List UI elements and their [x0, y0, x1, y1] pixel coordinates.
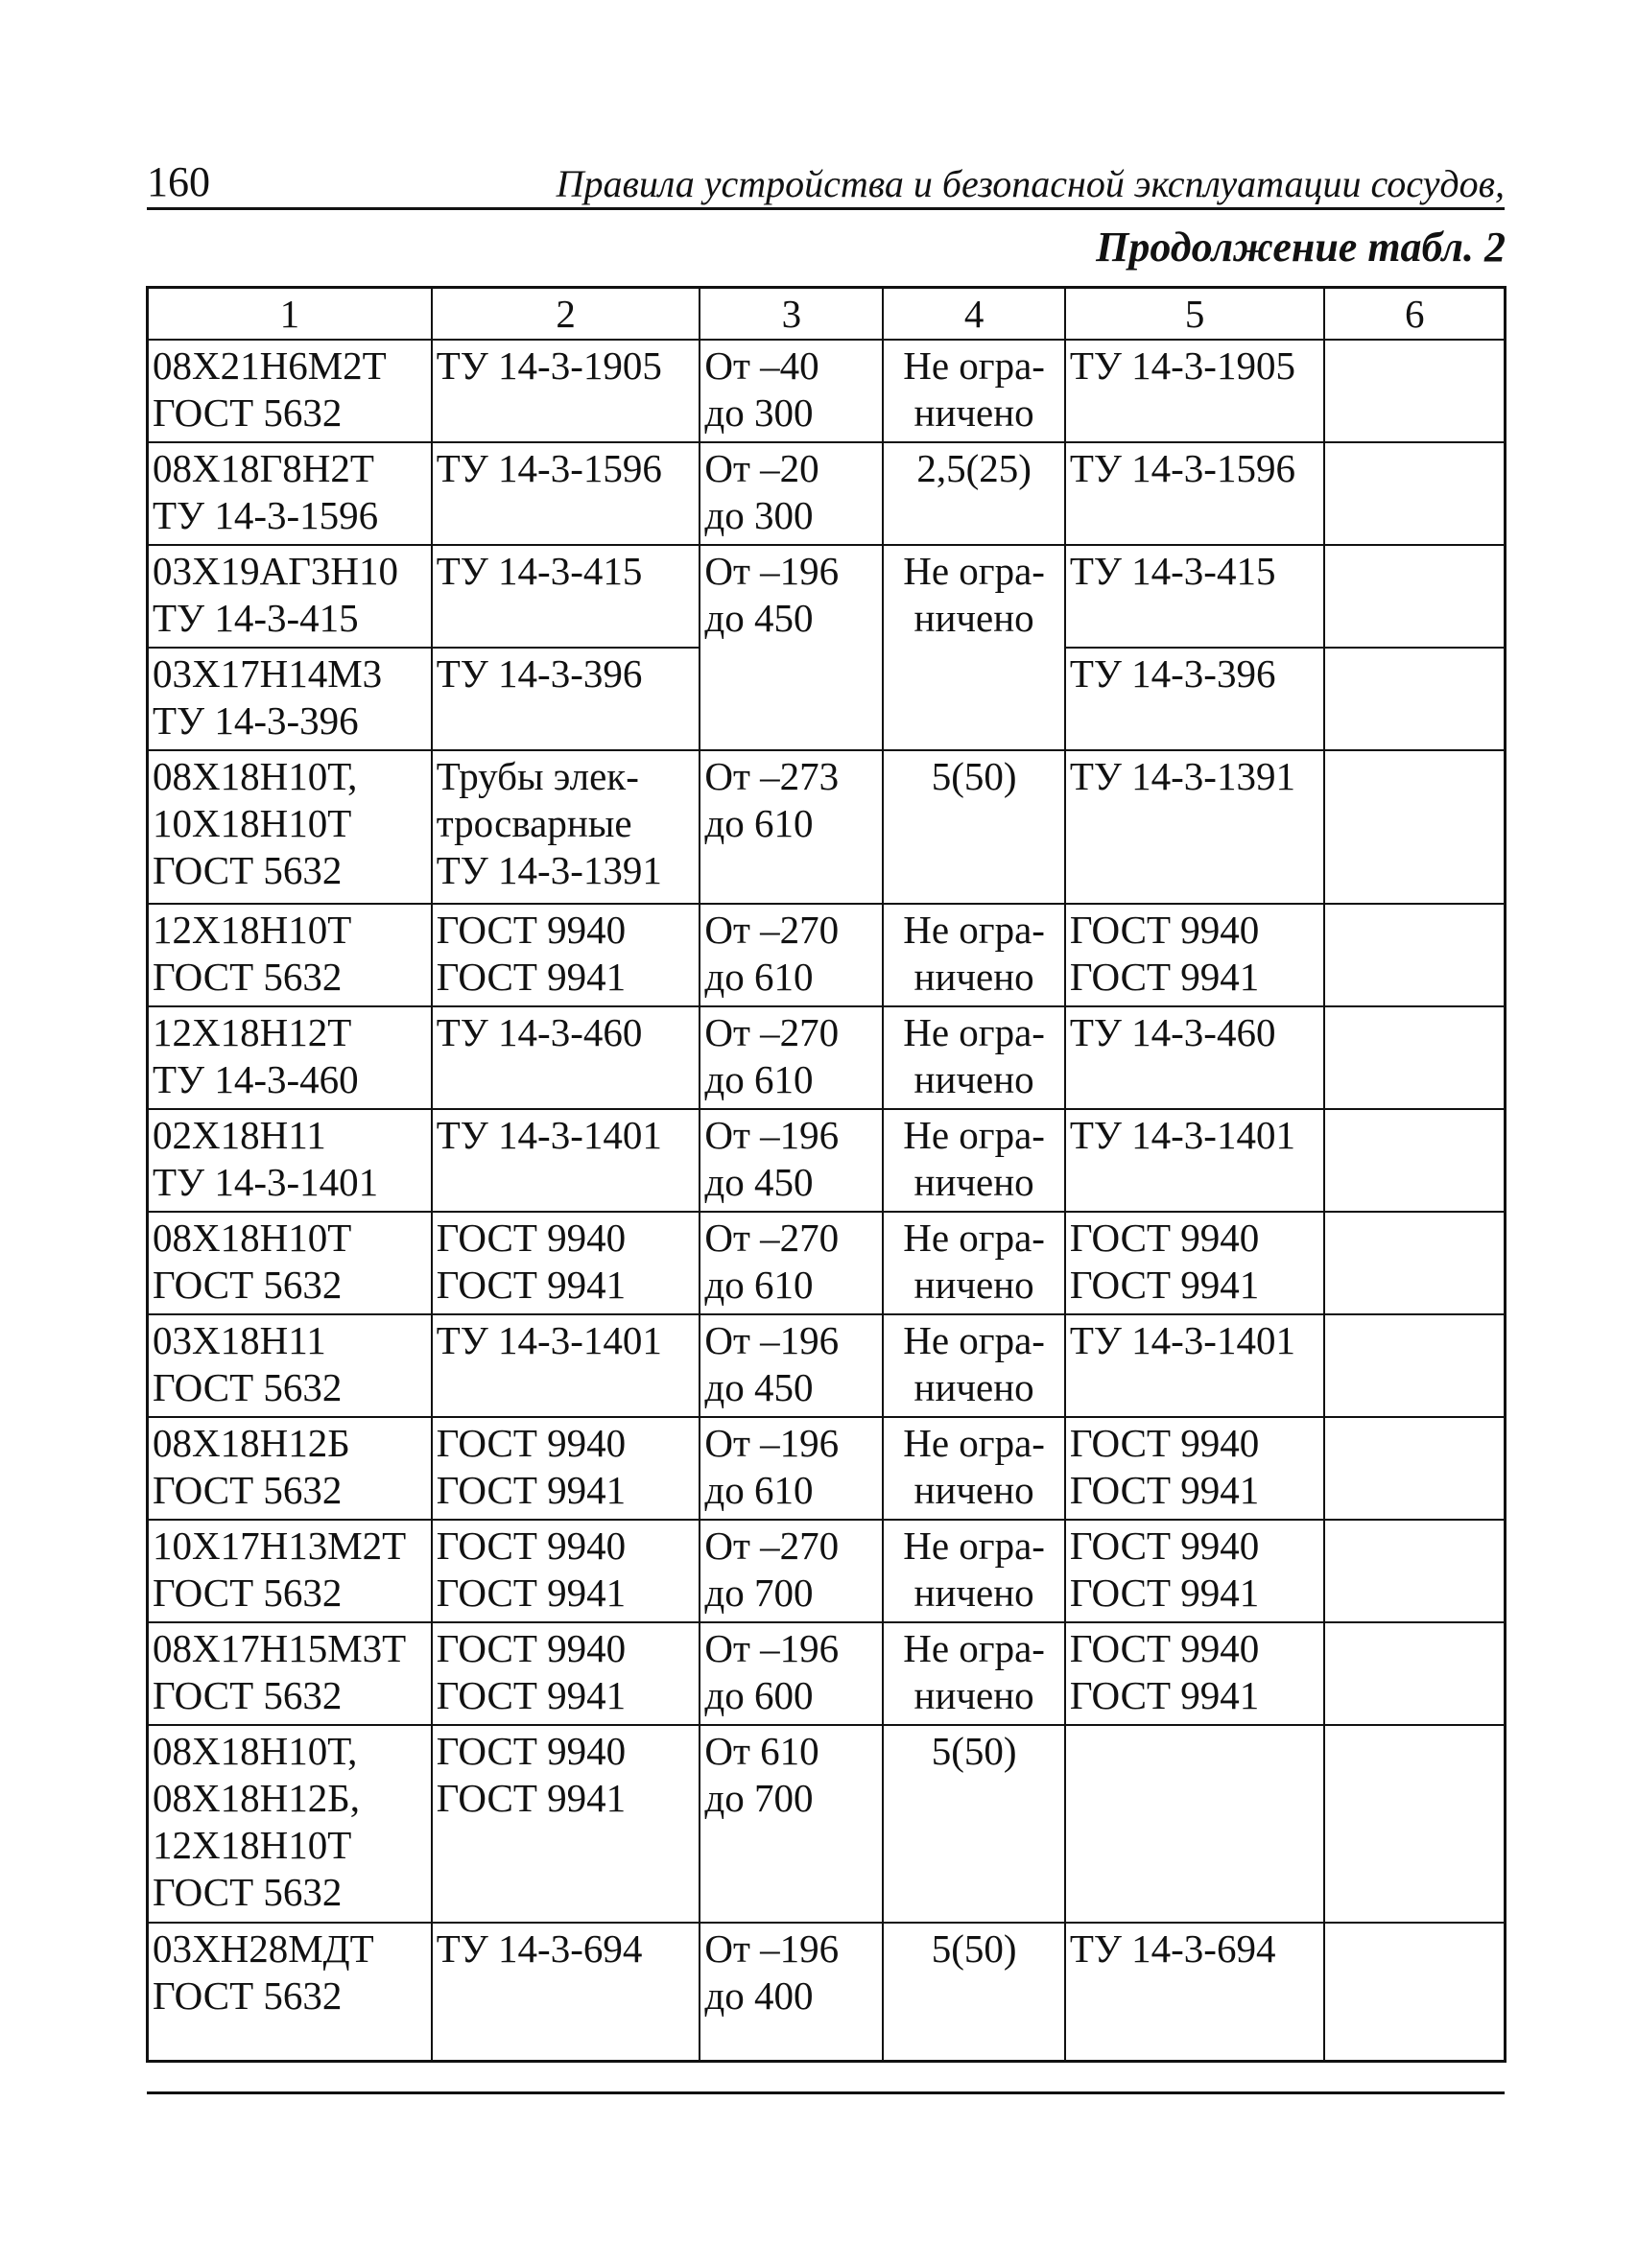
cell-text: 08Х18Н10Т,	[153, 753, 358, 798]
cell-text: От –196	[704, 1925, 840, 1971]
cell-col-6	[1324, 340, 1505, 442]
cell-text: ничено	[913, 954, 1034, 999]
cell-col-2	[432, 750, 700, 904]
cell-col-5	[1065, 442, 1325, 545]
cell-col-3	[700, 1314, 883, 1417]
cell-col-6	[1324, 545, 1505, 648]
cell-text: ГОСТ 9940	[1069, 1215, 1260, 1260]
cell-text: Не огра-	[903, 1625, 1045, 1670]
cell-text: ГОСТ 5632	[153, 390, 343, 435]
column-header-2: 2	[432, 288, 700, 341]
cell-col-6	[1324, 1622, 1505, 1725]
cell-col-3	[700, 1520, 883, 1622]
cell-col-5	[1065, 1520, 1325, 1622]
cell-text: до 610	[704, 1262, 814, 1307]
cell-text: ГОСТ 5632	[153, 1570, 343, 1615]
cell-text: Не огра-	[903, 1523, 1045, 1568]
table-row	[148, 1622, 1506, 1725]
cell-col-6	[1324, 904, 1505, 1006]
cell-text: ТУ 14-3-460	[1069, 1009, 1276, 1054]
table-caption: Продолжение табл. 2	[1096, 224, 1506, 271]
cell-col-4	[883, 545, 1064, 750]
cell-col-1	[148, 750, 432, 904]
cell-col-4	[883, 1212, 1064, 1314]
cell-text: до 610	[704, 1056, 814, 1101]
cell-text: ГОСТ 9940	[436, 1215, 627, 1260]
cell-text: ничено	[913, 390, 1034, 435]
cell-col-1	[148, 1006, 432, 1109]
cell-text: до 610	[704, 954, 814, 999]
cell-text: ГОСТ 9941	[436, 1775, 627, 1820]
cell-col-5	[1065, 750, 1325, 904]
cell-text: ГОСТ 5632	[153, 954, 343, 999]
cell-text: 2,5(25)	[916, 445, 1032, 490]
cell-col-4	[883, 1314, 1064, 1417]
cell-col-3	[700, 1212, 883, 1314]
cell-text: ГОСТ 9941	[436, 1570, 627, 1615]
cell-col-5	[1065, 1725, 1325, 1923]
cell-text: ТУ 14-3-1596	[436, 445, 662, 490]
cell-text: ТУ 14-3-694	[436, 1925, 643, 1971]
cell-text: ТУ 14-3-1401	[436, 1317, 662, 1362]
cell-text: От –270	[704, 1215, 840, 1260]
cell-text: От –40	[704, 343, 819, 388]
table-row	[148, 1417, 1506, 1520]
cell-col-5	[1065, 1923, 1325, 2062]
table-row	[148, 442, 1506, 545]
cell-text: ГОСТ 5632	[153, 1869, 343, 1914]
cell-col-4	[883, 442, 1064, 545]
cell-col-1	[148, 1520, 432, 1622]
cell-col-1	[148, 904, 432, 1006]
cell-text: Не огра-	[903, 548, 1045, 593]
cell-text: ГОСТ 5632	[153, 1672, 343, 1717]
cell-col-1	[148, 545, 432, 648]
cell-text: ТУ 14-3-415	[1069, 548, 1276, 593]
cell-text: ГОСТ 9940	[1069, 1523, 1260, 1568]
table-row	[148, 904, 1506, 1006]
cell-text: ничено	[913, 595, 1034, 640]
table-row	[148, 750, 1506, 904]
cell-text: 08Х17Н15М3Т	[153, 1625, 407, 1670]
cell-col-6	[1324, 1417, 1505, 1520]
cell-text: 08Х18Н12Б,	[153, 1775, 361, 1820]
cell-col-4	[883, 1923, 1064, 2062]
cell-col-5	[1065, 1109, 1325, 1212]
cell-col-3	[700, 442, 883, 545]
cell-text: ГОСТ 5632	[153, 1973, 343, 2018]
cell-col-5	[1065, 1212, 1325, 1314]
column-header-1: 1	[148, 288, 432, 341]
cell-col-2	[432, 1006, 700, 1109]
cell-text: Не огра-	[903, 1112, 1045, 1157]
cell-col-6	[1324, 750, 1505, 904]
cell-col-1	[148, 1622, 432, 1725]
cell-text: ГОСТ 9941	[1069, 1672, 1260, 1717]
cell-text: ТУ 14-3-694	[1069, 1925, 1276, 1971]
cell-text: до 400	[704, 1973, 814, 2018]
cell-text: ГОСТ 9940	[436, 1728, 627, 1773]
cell-text: 5(50)	[931, 1925, 1017, 1971]
cell-text: ТУ 14-3-396	[436, 650, 643, 696]
cell-col-2	[432, 442, 700, 545]
cell-text: ГОСТ 9940	[436, 907, 627, 952]
cell-text: 03ХН28МДТ	[153, 1925, 374, 1971]
cell-text: ГОСТ 5632	[153, 1364, 343, 1409]
cell-col-3	[700, 1417, 883, 1520]
cell-text: 08Х18Г8Н2Т	[153, 445, 374, 490]
cell-text: 08Х18Н10Т	[153, 1215, 352, 1260]
cell-text: 03Х19АГ3Н10	[153, 548, 399, 593]
cell-text: ничено	[913, 1159, 1034, 1204]
cell-col-1	[148, 340, 432, 442]
cell-text: ТУ 14-3-396	[1069, 650, 1276, 696]
cell-text: 12Х18Н10Т	[153, 1822, 352, 1867]
cell-text: 5(50)	[931, 753, 1017, 798]
cell-text: ТУ 14-3-415	[436, 548, 643, 593]
cell-col-2	[432, 545, 700, 648]
cell-col-4	[883, 1725, 1064, 1923]
cell-text: Не огра-	[903, 907, 1045, 952]
cell-text: до 610	[704, 800, 814, 845]
cell-col-3	[700, 904, 883, 1006]
column-header-5: 5	[1065, 288, 1325, 341]
cell-text: ГОСТ 5632	[153, 1467, 343, 1512]
cell-text: 12Х18Н10Т	[153, 907, 352, 952]
cell-col-1	[148, 1725, 432, 1923]
cell-text: От –270	[704, 1523, 840, 1568]
cell-col-2	[432, 340, 700, 442]
table-row	[148, 1006, 1506, 1109]
cell-col-1	[148, 1923, 432, 2062]
cell-text: до 610	[704, 1467, 814, 1512]
cell-text: От –270	[704, 1009, 840, 1054]
cell-text: ТУ 14-3-1401	[436, 1112, 662, 1157]
cell-text: От –20	[704, 445, 819, 490]
cell-text: От –196	[704, 548, 840, 593]
cell-text: 08Х18Н10Т,	[153, 1728, 358, 1773]
table-row	[148, 1314, 1506, 1417]
column-header-4: 4	[883, 288, 1064, 341]
cell-col-3	[700, 1109, 883, 1212]
cell-text: ничено	[913, 1056, 1034, 1101]
table-row	[148, 545, 1506, 648]
cell-col-5	[1065, 545, 1325, 648]
cell-text: От –196	[704, 1420, 840, 1465]
cell-col-2	[432, 904, 700, 1006]
cell-col-5	[1065, 1006, 1325, 1109]
cell-text: ничено	[913, 1467, 1034, 1512]
cell-text: до 600	[704, 1672, 814, 1717]
cell-text: От –196	[704, 1112, 840, 1157]
cell-text: до 300	[704, 390, 814, 435]
cell-col-2	[432, 648, 700, 750]
cell-col-4	[883, 1109, 1064, 1212]
cell-text: ничено	[913, 1364, 1034, 1409]
table-row	[148, 1520, 1506, 1622]
cell-text: ГОСТ 9941	[1069, 1570, 1260, 1615]
page-number: 160	[147, 158, 210, 205]
cell-col-2	[432, 1520, 700, 1622]
specification-table	[146, 286, 1507, 2063]
cell-col-6	[1324, 1314, 1505, 1417]
cell-col-1	[148, 1212, 432, 1314]
cell-text: Не огра-	[903, 1009, 1045, 1054]
cell-text: до 450	[704, 1159, 814, 1204]
cell-text: ГОСТ 9940	[1069, 907, 1260, 952]
cell-col-4	[883, 904, 1064, 1006]
cell-text: ТУ 14-3-1401	[153, 1159, 379, 1204]
cell-text: ТУ 14-3-460	[436, 1009, 643, 1054]
cell-text: 10Х18Н10Т	[153, 800, 352, 845]
cell-col-4	[883, 1417, 1064, 1520]
cell-text: 10Х17Н13М2Т	[153, 1523, 407, 1568]
table-row	[148, 1212, 1506, 1314]
table-row	[148, 1725, 1506, 1923]
cell-text: ТУ 14-3-1401	[1069, 1112, 1295, 1157]
cell-text: ГОСТ 9940	[436, 1625, 627, 1670]
cell-col-4	[883, 750, 1064, 904]
page-header	[147, 144, 1505, 210]
cell-text: Не огра-	[903, 1420, 1045, 1465]
cell-text: 03Х17Н14М3	[153, 650, 383, 696]
cell-col-5	[1065, 1314, 1325, 1417]
cell-text: От –270	[704, 907, 840, 952]
cell-col-6	[1324, 442, 1505, 545]
cell-col-6	[1324, 1109, 1505, 1212]
cell-col-4	[883, 1006, 1064, 1109]
cell-col-6	[1324, 648, 1505, 750]
cell-col-2	[432, 1314, 700, 1417]
table-row	[148, 1923, 1506, 2062]
cell-text: ГОСТ 9941	[1069, 1262, 1260, 1307]
cell-text: ТУ 14-3-415	[153, 595, 359, 640]
cell-col-6	[1324, 1212, 1505, 1314]
cell-text: ГОСТ 9941	[436, 1262, 627, 1307]
cell-text: до 700	[704, 1775, 814, 1820]
cell-col-1	[148, 1314, 432, 1417]
cell-text: ГОСТ 5632	[153, 847, 343, 892]
cell-col-6	[1324, 1923, 1505, 2062]
cell-col-3	[700, 1622, 883, 1725]
cell-col-3	[700, 1006, 883, 1109]
cell-text: ничено	[913, 1672, 1034, 1717]
table-header-row	[148, 288, 1506, 341]
table-row	[148, 1109, 1506, 1212]
cell-text: 02Х18Н11	[153, 1112, 326, 1157]
cell-text: Трубы элек-	[436, 753, 639, 798]
cell-col-3	[700, 340, 883, 442]
cell-col-5	[1065, 340, 1325, 442]
cell-col-2	[432, 1622, 700, 1725]
cell-col-5	[1065, 1622, 1325, 1725]
cell-col-3	[700, 750, 883, 904]
cell-col-2	[432, 1417, 700, 1520]
cell-col-3	[700, 1923, 883, 2062]
cell-col-1	[148, 648, 432, 750]
cell-col-2	[432, 1109, 700, 1212]
cell-text: ГОСТ 9941	[436, 1467, 627, 1512]
cell-text: ГОСТ 9940	[436, 1523, 627, 1568]
cell-text: ТУ 14-3-1905	[1069, 343, 1295, 388]
cell-col-5	[1065, 904, 1325, 1006]
cell-text: ГОСТ 9941	[436, 954, 627, 999]
cell-col-3	[700, 545, 883, 750]
running-title: Правила устройства и безопасной эксплуатации сосудов,	[556, 162, 1505, 205]
cell-text: до 300	[704, 492, 814, 537]
cell-text: ГОСТ 9941	[1069, 1467, 1260, 1512]
table-row	[148, 340, 1506, 442]
cell-col-4	[883, 1520, 1064, 1622]
cell-text: От –196	[704, 1625, 840, 1670]
cell-col-2	[432, 1923, 700, 2062]
cell-text: Не огра-	[903, 1317, 1045, 1362]
cell-text: тросварные	[436, 800, 632, 845]
cell-text: ТУ 14-3-1905	[436, 343, 662, 388]
column-header-6: 6	[1324, 288, 1505, 341]
cell-text: От –196	[704, 1317, 840, 1362]
cell-text: до 450	[704, 595, 814, 640]
cell-text: ТУ 14-3-1401	[1069, 1317, 1295, 1362]
cell-text: до 450	[704, 1364, 814, 1409]
cell-col-1	[148, 442, 432, 545]
cell-col-5	[1065, 1417, 1325, 1520]
cell-text: От 610	[704, 1728, 819, 1773]
cell-text: до 700	[704, 1570, 814, 1615]
cell-text: ничено	[913, 1570, 1034, 1615]
cell-text: ГОСТ 9941	[436, 1672, 627, 1717]
cell-col-1	[148, 1417, 432, 1520]
cell-text: ГОСТ 9940	[436, 1420, 627, 1465]
cell-col-5	[1065, 648, 1325, 750]
cell-text: Не огра-	[903, 1215, 1045, 1260]
cell-text: ГОСТ 9940	[1069, 1420, 1260, 1465]
cell-text: ТУ 14-3-1596	[153, 492, 379, 537]
cell-text: ТУ 14-3-1596	[1069, 445, 1295, 490]
cell-text: 12Х18Н12Т	[153, 1009, 352, 1054]
column-header-3: 3	[700, 288, 883, 341]
bottom-rule	[147, 2091, 1505, 2094]
cell-col-1	[148, 1109, 432, 1212]
cell-text: 08Х18Н12Б	[153, 1420, 350, 1465]
cell-col-2	[432, 1212, 700, 1314]
cell-text: ТУ 14-3-1391	[1069, 753, 1295, 798]
cell-text: 03Х18Н11	[153, 1317, 326, 1362]
cell-col-6	[1324, 1520, 1505, 1622]
table-body	[148, 340, 1506, 2062]
cell-text: ТУ 14-3-1391	[436, 847, 662, 892]
cell-col-3	[700, 1725, 883, 1923]
cell-col-4	[883, 340, 1064, 442]
cell-text: От –273	[704, 753, 840, 798]
cell-text: ГОСТ 9940	[1069, 1625, 1260, 1670]
cell-col-6	[1324, 1725, 1505, 1923]
cell-text: ТУ 14-3-460	[153, 1056, 359, 1101]
cell-col-4	[883, 1622, 1064, 1725]
cell-text: ТУ 14-3-396	[153, 697, 359, 743]
cell-text: 5(50)	[931, 1728, 1017, 1773]
cell-text: ГОСТ 9941	[1069, 954, 1260, 999]
cell-col-6	[1324, 1006, 1505, 1109]
cell-text: ничено	[913, 1262, 1034, 1307]
cell-text: ГОСТ 5632	[153, 1262, 343, 1307]
cell-text: Не огра-	[903, 343, 1045, 388]
cell-text: 08Х21Н6М2Т	[153, 343, 387, 388]
cell-col-2	[432, 1725, 700, 1923]
